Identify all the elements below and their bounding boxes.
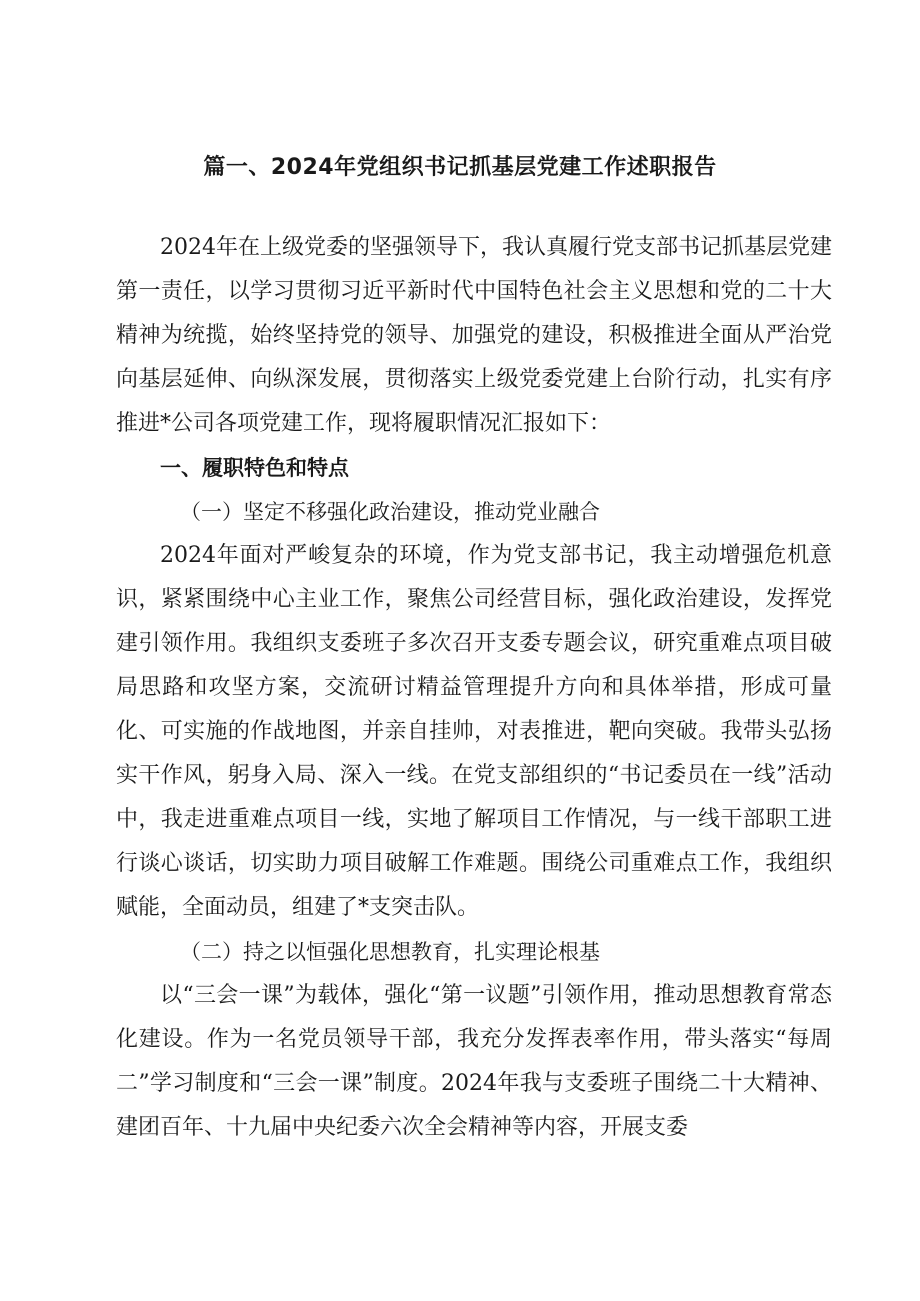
document-title: 篇一、2024年党组织书记抓基层党建工作述职报告 — [203, 155, 717, 180]
subsection-2-paragraph: 以“三会一课”为载体，强化“第一议题”引领作用，推动思想教育常态化建设。作为一名党员领导干部，我充分发挥表率作用，带头落实“每周二”学习制度和“三会一课”制度。2024年我与支委班子围绕二十大精神、建团百年、十九届中央纪委六次全会精神等内容，开展支委 — [116, 983, 832, 1140]
subsection-1-paragraph: 2024年面对严峻复杂的环境，作为党支部书记，我主动增强危机意识，紧紧围绕中心主业工作，聚焦公司经营目标，强化政治建设，发挥党建引领作用。我组织支委班子多次召开支委专题会议，研究重难点项目破局思路和攻坚方案，交流研讨精益管理提升方向和具体举措，形成可量化、可实施的作战地图，并亲自挂帅，对表推进，靶向突破。我带头弘扬实干作风，躬身入局、深入一线。在党支部组织的“书记委员在一线”活动中，我走进重难点项目一线，实地了解项目工作情况，与一线干部职工进行谈心谈话，切实助力项目破解工作难题。围绕公司重难点工作，我组织赋能，全面动员，组建了*支突击队。 — [116, 543, 832, 920]
subsection-heading-1: （一）坚定不移强化政治建设，推动党业融合 — [180, 500, 600, 524]
document-body — [116, 226, 832, 1150]
subsection-heading-2: （二）持之以恒强化思想教育，扎实理论根基 — [180, 940, 600, 964]
intro-paragraph: 2024年在上级党委的坚强领导下，我认真履行党支部书记抓基层党建第一责任，以学习贯彻习近平新时代中国特色社会主义思想和党的二十大精神为统揽，始终坚持党的领导、加强党的建设，积极推进全面从严治党向基层延伸、向纵深发展，贯彻落实上级党委党建上台阶行动，扎实有序推进*公司各项党建工作，现将履职情况汇报如下： — [116, 235, 832, 436]
section-heading-1: 一、履职特色和特点 — [160, 456, 349, 480]
